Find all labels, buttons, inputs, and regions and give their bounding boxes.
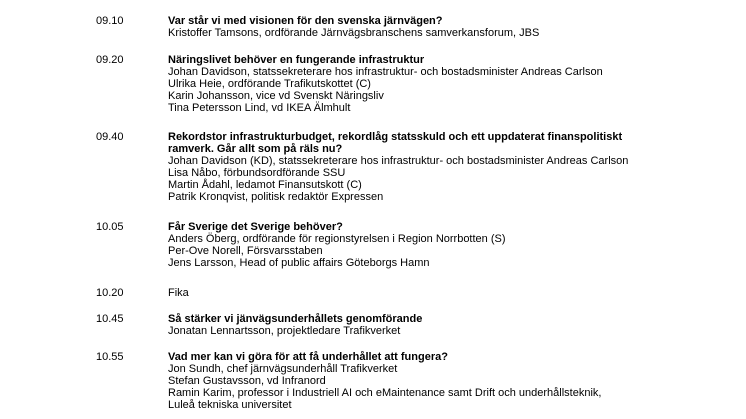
agenda-speaker: Karin Johansson, vice vd Svenskt Näringsliv — [168, 90, 384, 102]
agenda-content — [168, 287, 668, 299]
agenda-time: 10.45 — [96, 313, 124, 325]
agenda-content — [168, 131, 638, 203]
agenda-speaker: Anders Öberg, ordförande för regionstyrelsen i Region Norrbotten (S) — [168, 233, 506, 245]
agenda-speaker: Jon Sundh, chef järnvägsunderhåll Trafikverket — [168, 363, 398, 375]
agenda-speaker: Jens Larsson, Head of public affairs Göteborgs Hamn — [168, 257, 430, 269]
agenda-title: Får Sverige det Sverige behöver? — [168, 221, 343, 233]
agenda-time: 10.05 — [96, 221, 124, 233]
agenda-title: Näringslivet behöver en fungerande infrastruktur — [168, 54, 425, 66]
agenda-speaker: Johan Davidson (KD), statssekreterare hos infrastruktur- och bostadsminister Andreas Carlson — [168, 155, 629, 167]
agenda-speaker: Ramin Karim, professor i Industriell AI och eMaintenance samt Drift och underhållsteknik, Luleå tekniska universitet — [168, 387, 602, 411]
agenda-speaker: Ulrika Heie, ordförande Trafikutskottet (C) — [168, 78, 371, 90]
agenda-speaker: Tina Petersson Lind, vd IKEA Älmhult — [168, 102, 351, 114]
agenda-time: 09.10 — [96, 15, 124, 27]
agenda-title: Rekordstor infrastrukturbudget, rekordlåg statsskuld och ett uppdaterat finanspolitiskt ramverk. Går allt som på räls nu? — [168, 131, 623, 155]
agenda-content — [168, 221, 668, 269]
agenda-content — [168, 351, 628, 411]
agenda-title: Så stärker vi jänvägsunderhållets genomförande — [168, 313, 423, 325]
agenda-time: 10.55 — [96, 351, 124, 363]
agenda-speaker: Martin Ådahl, ledamot Finansutskott (C) — [168, 179, 362, 191]
agenda-speaker: Patrik Kronqvist, politisk redaktör Expressen — [168, 191, 384, 203]
agenda-title: Vad mer kan vi göra för att få underhållet att fungera? — [168, 351, 448, 363]
agenda-time: 09.20 — [96, 54, 124, 66]
agenda-content — [168, 313, 668, 337]
agenda-speaker: Per-Ove Norell, Försvarsstaben — [168, 245, 323, 257]
agenda-content — [168, 15, 668, 39]
agenda-break: Fika — [168, 287, 189, 299]
agenda-content — [168, 54, 668, 114]
agenda-speaker: Lisa Nåbo, förbundsordförande SSU — [168, 167, 346, 179]
agenda-speaker: Johan Davidson, statssekreterare hos infrastruktur- och bostadsminister Andreas Carlson — [168, 66, 603, 78]
agenda-speaker: Kristoffer Tamsons, ordförande Järnvägsbranschens samverkansforum, JBS — [168, 27, 540, 39]
agenda-time: 09.40 — [96, 131, 124, 143]
agenda-time: 10.20 — [96, 287, 124, 299]
agenda-speaker: Jonatan Lennartsson, projektledare Trafikverket — [168, 325, 401, 337]
agenda-title: Var står vi med visionen för den svenska järnvägen? — [168, 15, 443, 27]
agenda-speaker: Stefan Gustavsson, vd Infranord — [168, 375, 326, 387]
